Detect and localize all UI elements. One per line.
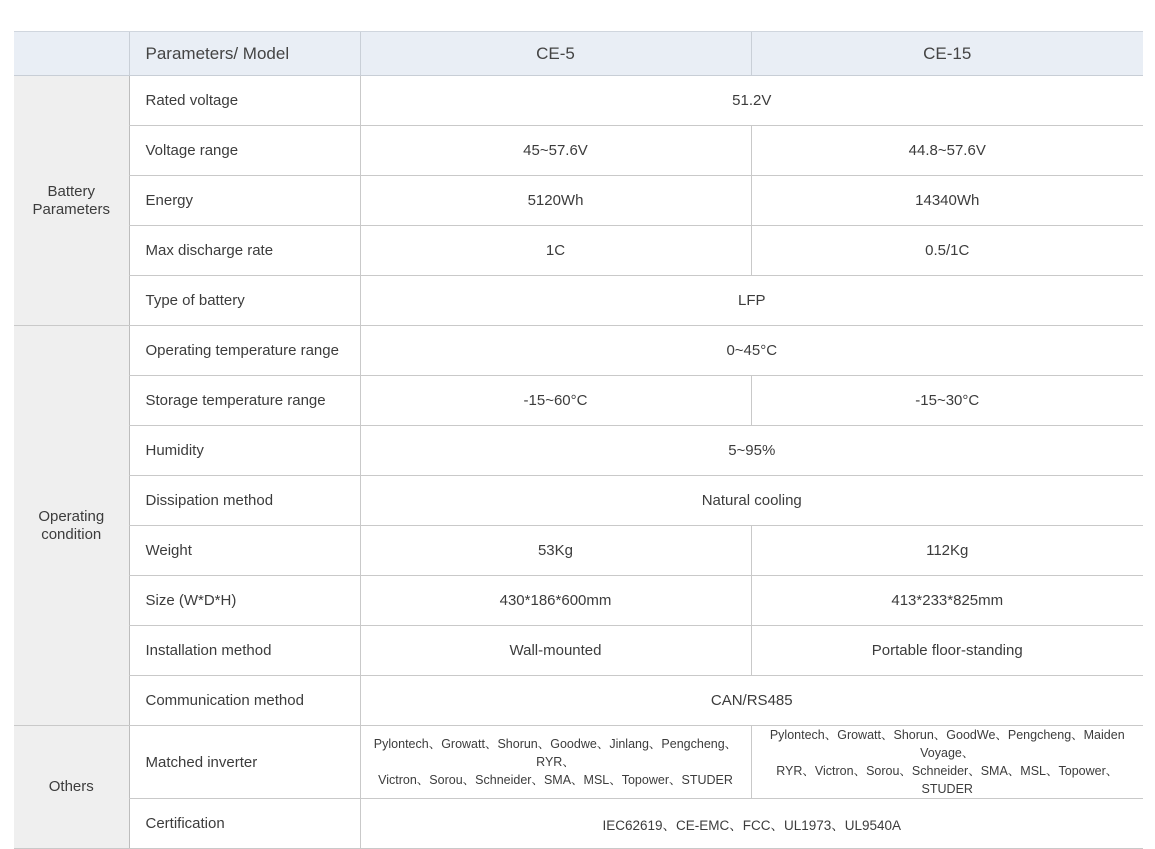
row-value: 51.2V [360, 76, 1143, 126]
row-value: 5~95% [360, 426, 1143, 476]
row-value-ce5: -15~60°C [360, 376, 751, 426]
row-value-ce5: Wall-mounted [360, 626, 751, 676]
header-row [14, 32, 1143, 76]
row-label: Voltage range [129, 126, 360, 176]
row-value-ce5: 45~57.6V [360, 126, 751, 176]
row-value-ce15 [751, 726, 1143, 799]
table-row-size [14, 576, 1143, 626]
table-row-weight [14, 526, 1143, 576]
table-row-certification [14, 799, 1143, 849]
row-value-ce15: 14340Wh [751, 176, 1143, 226]
row-value-ce15: 44.8~57.6V [751, 126, 1143, 176]
group-label: Operating condition [38, 507, 105, 543]
table-row-op-temp [14, 326, 1143, 376]
group-operating-condition [14, 326, 129, 726]
row-label: Weight [129, 526, 360, 576]
row-label: Rated voltage [129, 76, 360, 126]
spec-table [14, 31, 1143, 849]
row-value-ce15: 112Kg [751, 526, 1143, 576]
header-model-ce5: CE-5 [360, 32, 751, 76]
row-label: Max discharge rate [129, 226, 360, 276]
inverter-list-line: Victron、Sorou、Schneider、SMA、MSL、Topower、STUDER [378, 773, 733, 787]
row-label: Certification [129, 799, 360, 849]
row-label: Energy [129, 176, 360, 226]
row-value: IEC62619、CE-EMC、FCC、UL1973、UL9540A [360, 799, 1143, 849]
table-row-rated-voltage [14, 76, 1143, 126]
row-value-ce15: -15~30°C [751, 376, 1143, 426]
table-row-energy [14, 176, 1143, 226]
table-row-battery-type [14, 276, 1143, 326]
table-row-storage-temp [14, 376, 1143, 426]
row-label: Matched inverter [129, 726, 360, 799]
header-corner [14, 32, 129, 76]
row-label: Operating temperature range [129, 326, 360, 376]
group-label: Others [48, 778, 94, 795]
table-row-max-discharge [14, 226, 1143, 276]
row-label: Dissipation method [129, 476, 360, 526]
row-value-ce15: 0.5/1C [751, 226, 1143, 276]
row-value-ce15: 413*233*825mm [751, 576, 1143, 626]
header-param-label: Parameters/ Model [129, 32, 360, 76]
row-label: Humidity [129, 426, 360, 476]
row-value: LFP [360, 276, 1143, 326]
group-label: Battery Parameters [32, 182, 111, 218]
group-others [14, 726, 129, 849]
row-value: 0~45°C [360, 326, 1143, 376]
inverter-list-line: RYR、Victron、Sorou、Schneider、SMA、MSL、Topower、STUDER [776, 764, 1119, 796]
header-model-ce15: CE-15 [751, 32, 1143, 76]
table-row-humidity [14, 426, 1143, 476]
row-value-ce5: 1C [360, 226, 751, 276]
row-value-ce5: 430*186*600mm [360, 576, 751, 626]
table-row-communication [14, 676, 1143, 726]
row-value: CAN/RS485 [360, 676, 1143, 726]
row-value: Natural cooling [360, 476, 1143, 526]
row-label: Installation method [129, 626, 360, 676]
table-row-installation [14, 626, 1143, 676]
row-label: Communication method [129, 676, 360, 726]
table-row-inverter [14, 726, 1143, 799]
row-label: Storage temperature range [129, 376, 360, 426]
row-value-ce15: Portable floor-standing [751, 626, 1143, 676]
inverter-list-line: Pylontech、Growatt、Shorun、Goodwe、Jinlang、Pengcheng、RYR、 [373, 737, 738, 769]
inverter-list-line: Pylontech、Growatt、Shorun、GoodWe、Pengcheng、Maiden Voyage、 [769, 728, 1125, 760]
table-row-dissipation [14, 476, 1143, 526]
row-label: Type of battery [129, 276, 360, 326]
row-label: Size (W*D*H) [129, 576, 360, 626]
group-battery-parameters [14, 76, 129, 326]
row-value-ce5 [360, 726, 751, 799]
row-value-ce5: 5120Wh [360, 176, 751, 226]
row-value-ce5: 53Kg [360, 526, 751, 576]
table-row-voltage-range [14, 126, 1143, 176]
